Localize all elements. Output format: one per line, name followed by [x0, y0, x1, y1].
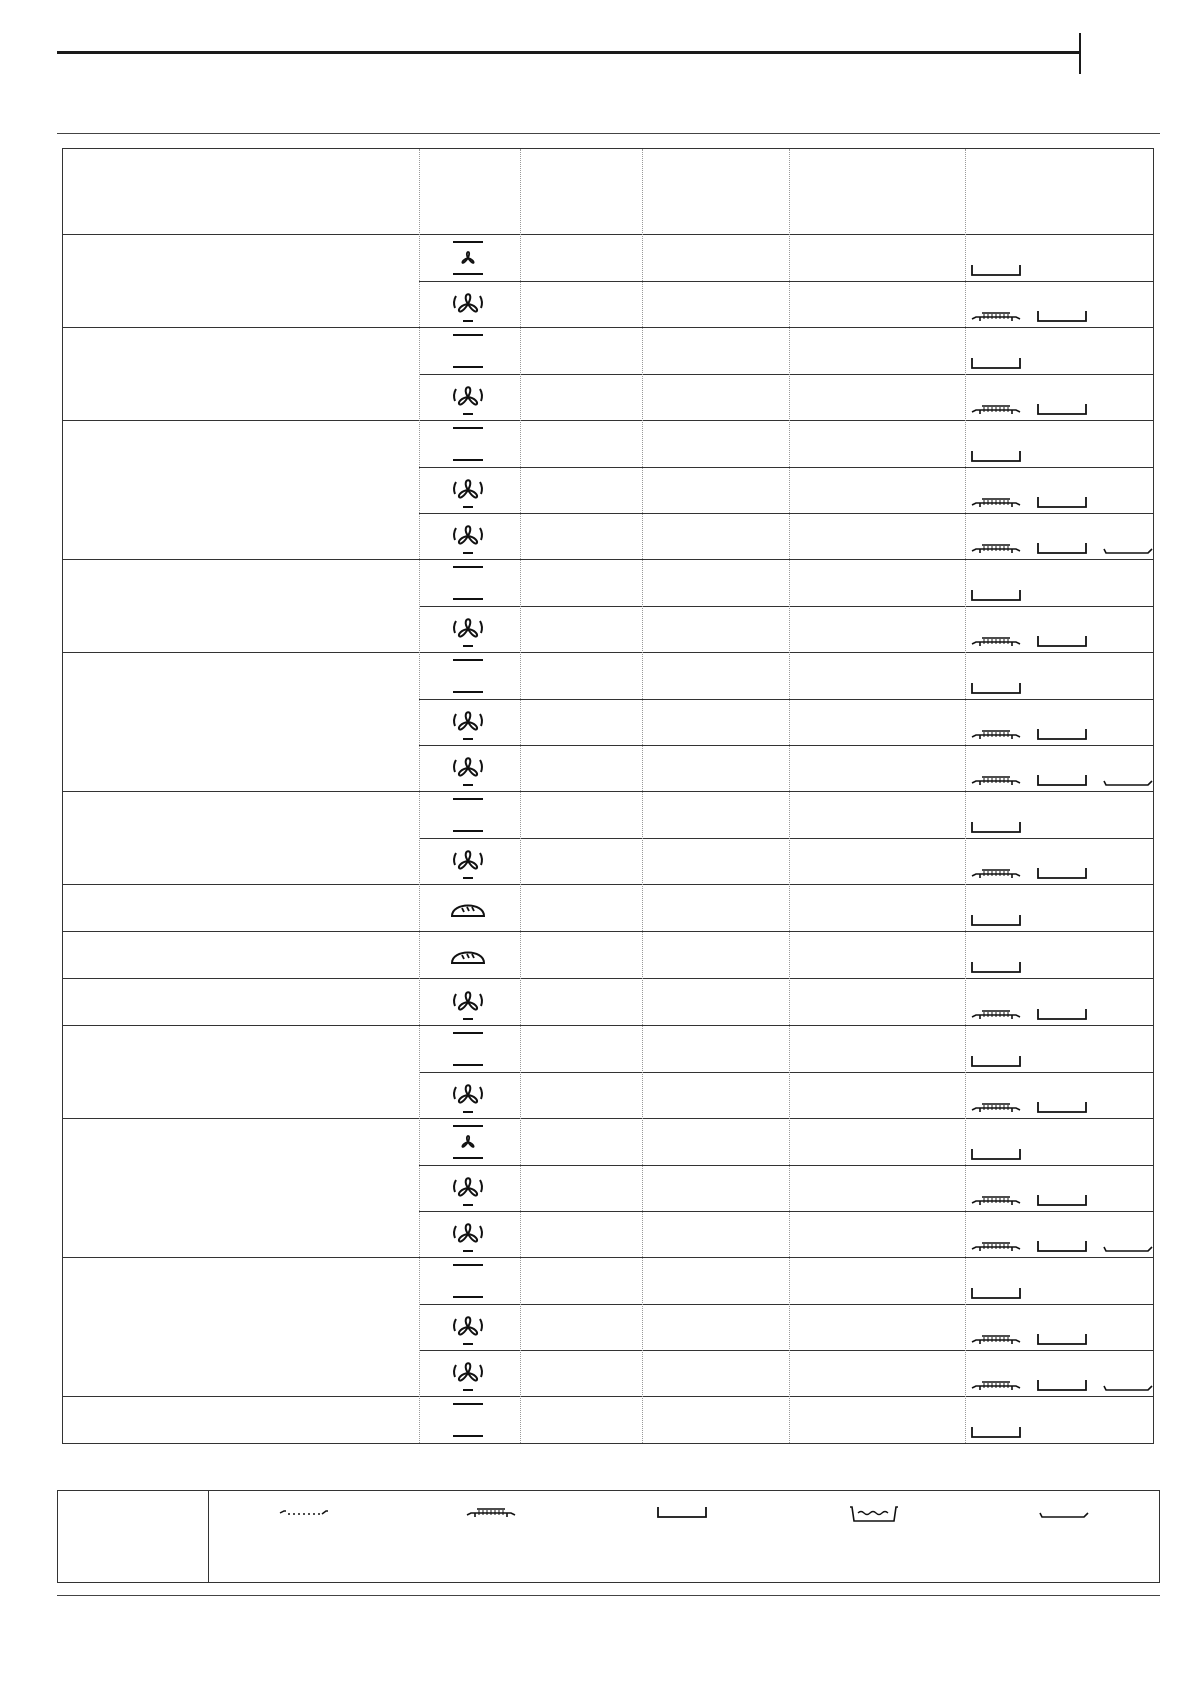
baking-tray-icon: [970, 1052, 1022, 1068]
fan-conventional-icon: [448, 238, 488, 278]
bread-icon: [448, 888, 488, 928]
legend-label-cell: [58, 1491, 209, 1582]
row-divider: [419, 1211, 1153, 1212]
wire-rack-icon: [970, 632, 1022, 648]
fan-assisted-icon: [448, 841, 488, 881]
accessories-cell: [970, 539, 1154, 555]
baking-tray-icon: [1036, 493, 1088, 509]
conventional-icon: [448, 563, 488, 603]
row-divider: [419, 467, 1153, 468]
drip-pan-icon: [1102, 1376, 1154, 1392]
wire-rack-icon: [970, 400, 1022, 416]
accessories-cell: [970, 447, 1022, 463]
table-row: [63, 1072, 1153, 1118]
conventional-icon: [448, 1400, 488, 1440]
table-row: [63, 792, 1153, 838]
table-row: [63, 606, 1153, 652]
table-row: [63, 513, 1153, 559]
fan-assisted-icon: [448, 1168, 488, 1208]
recipe-group: [63, 932, 1153, 979]
fan-assisted-icon: [448, 1075, 488, 1115]
column-separator: [520, 149, 521, 1443]
top-rule: [57, 51, 1080, 54]
row-divider: [419, 1072, 1153, 1073]
footer-rule: [57, 1595, 1160, 1596]
accessories-cell: [970, 586, 1022, 602]
top-tick: [1079, 33, 1081, 74]
row-divider: [419, 1350, 1153, 1351]
column-separator: [642, 149, 643, 1443]
recipe-group: [63, 1119, 1153, 1258]
conventional-icon: [448, 1261, 488, 1301]
baking-tray-icon: [970, 1145, 1022, 1161]
legend-oven-shelf-icon: [278, 1503, 330, 1524]
column-separator: [789, 149, 790, 1443]
baking-tray-icon: [970, 911, 1022, 927]
accessories-cell: [970, 261, 1022, 277]
table-row: [63, 1165, 1153, 1211]
baking-tray-icon: [1036, 1005, 1088, 1021]
row-divider: [419, 513, 1153, 514]
table-row: [63, 1397, 1153, 1443]
conventional-icon: [448, 331, 488, 371]
recipe-group: [63, 979, 1153, 1026]
wire-rack-icon: [970, 725, 1022, 741]
table-row: [63, 1350, 1153, 1396]
table-row: [63, 1304, 1153, 1350]
wire-rack-icon: [970, 864, 1022, 880]
baking-tray-icon: [1036, 725, 1088, 741]
table-row: [63, 467, 1153, 513]
recipe-group: [63, 421, 1153, 560]
accessories-cell: [970, 958, 1022, 974]
row-divider: [419, 374, 1153, 375]
accessories-cell: [970, 307, 1088, 323]
fan-assisted-icon: [448, 609, 488, 649]
accessories-cell: [970, 1423, 1022, 1439]
fan-assisted-icon: [448, 284, 488, 324]
row-divider: [419, 606, 1153, 607]
fan-assisted-icon: [448, 470, 488, 510]
legend-water-pan-icon: [848, 1503, 900, 1528]
baking-tray-icon: [970, 818, 1022, 834]
baking-tray-icon: [970, 447, 1022, 463]
baking-tray-icon: [970, 261, 1022, 277]
legend-drip-pan-icon: [1038, 1503, 1090, 1524]
column-separator: [419, 149, 420, 1443]
table-row: [63, 699, 1153, 745]
recipe-group: [63, 1397, 1153, 1443]
wire-rack-icon: [970, 1376, 1022, 1392]
wire-rack-icon: [970, 1005, 1022, 1021]
table-row: [63, 838, 1153, 884]
accessories-cell: [970, 354, 1022, 370]
baking-tray-icon: [970, 586, 1022, 602]
wire-rack-icon: [970, 1237, 1022, 1253]
wire-rack-icon: [970, 307, 1022, 323]
conventional-icon: [448, 795, 488, 835]
recipe-group: [63, 792, 1153, 885]
table-row: [63, 1258, 1153, 1304]
table-row: [63, 1211, 1153, 1257]
accessories-cell: [970, 1330, 1088, 1346]
recipe-group: [63, 653, 1153, 792]
legend-wire-rack-icon: [465, 1503, 517, 1524]
baking-tray-icon: [1036, 1191, 1088, 1207]
baking-tray-icon: [1036, 307, 1088, 323]
wire-rack-icon: [970, 493, 1022, 509]
baking-tray-icon: [1036, 864, 1088, 880]
accessories-cell: [970, 1284, 1022, 1300]
table-row: [63, 653, 1153, 699]
accessories-cell: [970, 1052, 1022, 1068]
table-row: [63, 328, 1153, 374]
fan-assisted-icon: [448, 1214, 488, 1254]
fan-assisted-icon: [448, 702, 488, 742]
recipe-group: [63, 885, 1153, 932]
baking-tray-icon: [970, 354, 1022, 370]
accessories-cell: [970, 771, 1154, 787]
table-row: [63, 745, 1153, 791]
conventional-icon: [448, 656, 488, 696]
table-row: [63, 235, 1153, 281]
recipe-group: [63, 1026, 1153, 1119]
bread-icon: [448, 935, 488, 975]
recipe-group: [63, 1258, 1153, 1397]
header-rule: [57, 133, 1160, 134]
wire-rack-icon: [970, 1330, 1022, 1346]
table-row: [63, 932, 1153, 978]
drip-pan-icon: [1102, 539, 1154, 555]
baking-tray-icon: [1036, 400, 1088, 416]
baking-tray-icon: [1036, 1376, 1088, 1392]
accessories-cell: [970, 818, 1022, 834]
row-divider: [419, 1304, 1153, 1305]
table-row: [63, 885, 1153, 931]
accessories-cell: [970, 1237, 1154, 1253]
accessories-cell: [970, 911, 1022, 927]
wire-rack-icon: [970, 1098, 1022, 1114]
drip-pan-icon: [1102, 771, 1154, 787]
wire-rack-icon: [970, 1191, 1022, 1207]
fan-assisted-icon: [448, 748, 488, 788]
row-divider: [419, 745, 1153, 746]
wire-rack-icon: [970, 539, 1022, 555]
baking-tray-icon: [1036, 539, 1088, 555]
row-divider: [419, 281, 1153, 282]
fan-assisted-icon: [448, 1307, 488, 1347]
column-separator: [965, 149, 966, 1443]
baking-tray-icon: [970, 679, 1022, 695]
accessories-legend: [57, 1490, 1160, 1583]
baking-tray-icon: [970, 1423, 1022, 1439]
fan-conventional-icon: [448, 1122, 488, 1162]
table-row: [63, 979, 1153, 1025]
recipe-group: [63, 328, 1153, 421]
recipe-group: [63, 235, 1153, 328]
accessories-cell: [970, 1145, 1022, 1161]
table-row: [63, 281, 1153, 327]
table-row: [63, 374, 1153, 420]
drip-pan-icon: [1102, 1237, 1154, 1253]
recipe-group: [63, 560, 1153, 653]
baking-tray-icon: [970, 958, 1022, 974]
baking-tray-icon: [970, 1284, 1022, 1300]
fan-assisted-icon: [448, 1353, 488, 1393]
baking-tray-icon: [1036, 1330, 1088, 1346]
accessories-cell: [970, 493, 1088, 509]
baking-tray-icon: [1036, 1237, 1088, 1253]
baking-tray-icon: [1036, 1098, 1088, 1114]
accessories-cell: [970, 679, 1022, 695]
accessories-cell: [970, 1098, 1088, 1114]
row-divider: [419, 699, 1153, 700]
table-body: [63, 235, 1153, 1443]
table-row: [63, 560, 1153, 606]
table-row: [63, 421, 1153, 467]
conventional-icon: [448, 1029, 488, 1069]
wire-rack-icon: [970, 771, 1022, 787]
accessories-cell: [970, 1191, 1088, 1207]
row-divider: [419, 1165, 1153, 1166]
cooking-table: [62, 148, 1154, 1444]
conventional-icon: [448, 424, 488, 464]
accessories-cell: [970, 632, 1088, 648]
legend-baking-tray-icon: [656, 1503, 708, 1524]
fan-assisted-icon: [448, 516, 488, 556]
accessories-cell: [970, 1376, 1154, 1392]
accessories-cell: [970, 400, 1088, 416]
baking-tray-icon: [1036, 632, 1088, 648]
row-divider: [419, 838, 1153, 839]
fan-assisted-icon: [448, 377, 488, 417]
table-header: [63, 149, 1153, 235]
table-row: [63, 1026, 1153, 1072]
accessories-cell: [970, 725, 1088, 741]
table-row: [63, 1119, 1153, 1165]
accessories-cell: [970, 864, 1088, 880]
fan-assisted-icon: [448, 982, 488, 1022]
baking-tray-icon: [1036, 771, 1088, 787]
accessories-cell: [970, 1005, 1088, 1021]
